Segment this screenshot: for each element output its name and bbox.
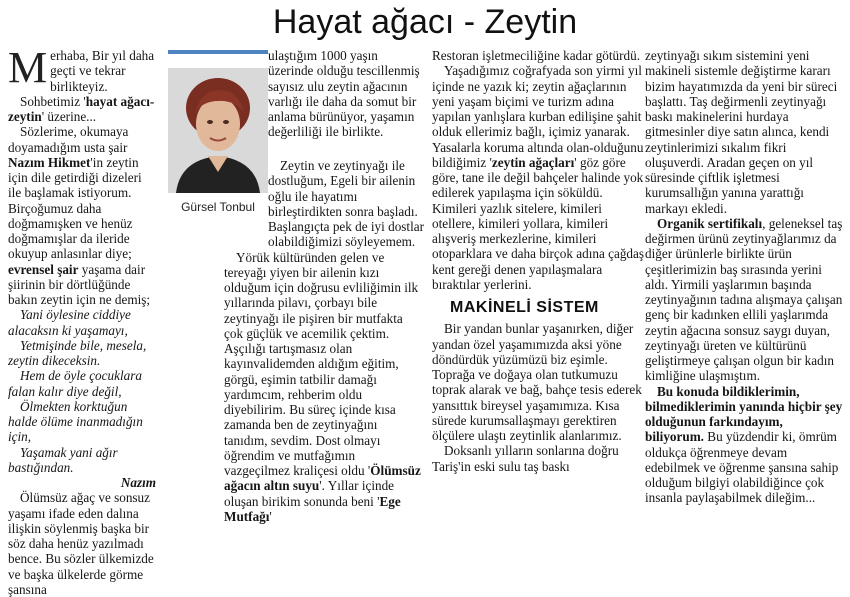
body-paragraph: [645, 216, 845, 384]
intro-paragraph: [8, 43, 158, 94]
bold-phrase: Ölümsüz ağacın altın suyu: [224, 463, 421, 494]
article-column-4: [645, 48, 845, 506]
bold-phrase: evrensel şair: [8, 261, 79, 277]
text-run: Bu yüzdendir ki, ömrüm oldukça öğrenmeye devam edebilmek ve öğrenme şansına sahip olduğum bilgiyi olabildiğince çok insanla paylaşabilmek dileğim...: [645, 429, 839, 506]
body-paragraph: Bir yandan bunlar yaşanırken, diğer yandan özel yaşamımızda aksi yöne döndürdük yüzümüzü biz eşimle. Toprağa ve doğaya olan tutkumuzu toprak alarak ve bağ, bahçe tesis ederek yansıttık bireysel yaşamımıza. Kısa sürede kurumsallaşmayı gerektiren ölçülere ulaştı zeytinlik alanlarımız.: [432, 321, 642, 443]
poet-name: Nazım Hikmet: [8, 154, 91, 170]
poet-paragraph: [8, 124, 158, 307]
body-paragraph: Restoran işletmeciliğine kadar götürdü.: [432, 48, 641, 63]
article-column-2-lower: [224, 158, 424, 524]
author-name: Gürsel Tonbul: [181, 200, 255, 214]
verse-line: Ölmekten korktuğun halde ölüme inanmadığın için,: [8, 398, 143, 445]
verse-line: Yani öylesine ciddiye alacaksın ki yaşamayı,: [8, 307, 131, 338]
text-run: ': [269, 508, 272, 524]
body-paragraph: Zeytin ve zeytinyağı ile dostluğum, Egeli bir ailenin oğlu ile hayatımı birleştirdikten sonra başladı. Başlangıçta pek de iyi dostlar olabildiğimizi söyleyemem.: [268, 158, 425, 250]
verse-line: Hem de öyle çocuklara falan kalır diye değil,: [8, 368, 142, 399]
body-paragraph: zeytinyağı sıkım sistemini yeni makineli sistemle değiştirme kararı bizim hayatımızda da yeni bir süreci başlattı. Taş değirmenli zeytinyağı baskı makinelerini hurdaya gitmesinler diye satın alınca, kendi zeytinlerimizi sıkalım fikri oluşuverdi. Aradan geçen on yıl süresinde çiftlik işletmesi kurumsallığın yanına yarattığı markayı ekledi.: [645, 48, 838, 216]
poem-signature: Nazım: [120, 475, 156, 490]
bold-phrase: zeytin ağaçları: [491, 154, 575, 170]
body-paragraph: Ölümsüz ağaç ve sonsuz yaşamı ifade eden dalına ilişkin söylenmiş başka bir söz daha henüz yazılmadı bence. Bu sözler ülkemizde ve başka ülkelerde görme şansına: [8, 490, 154, 597]
body-paragraph: Doksanlı yılların sonlarına doğru Tariş'in eski sulu taş baskı: [432, 443, 619, 474]
text-run: ' üzerine...: [41, 109, 97, 124]
topic-highlight: hayat ağacı- zeytin: [8, 93, 155, 124]
article-column-3: [432, 48, 644, 474]
text-run: ' göz göre göre, tane ile değil bahçeler halinde yok edilerek yapılaşma için söküldü. Kimileri yazlık sitelere, kimileri otellere, kimileri yollara, kimileri alışveriş merkezlerine, kimileri otoparklara ve daha birçok adına çağdaş kent gereği denen yapılaşmalara bıraktılar yerlerini.: [432, 154, 644, 292]
article-column-2: [224, 48, 424, 140]
text-run: yaşama dair şiirinin bir dörtlüğünde bakın zeytin için ne demiş;: [8, 261, 151, 307]
bold-phrase: Organik sertifikalı: [657, 215, 763, 231]
topic-paragraph: [8, 94, 158, 125]
text-run: '. Yıllar içinde oluşan birikim sonunda beni ': [224, 478, 395, 509]
drop-cap: M: [8, 43, 48, 92]
body-paragraph: [432, 63, 644, 292]
text-run: Sözlerime, okumaya doyamadığım usta şair: [8, 124, 129, 155]
body-paragraph: ulaştığım 1000 yaşın üzerinde olduğu tescillenmiş sayısız ulu zeytin ağacının varlığı ile daha da somut bir anlama bürünüyor, yaşamın değerliliği ile birlikte.: [268, 48, 420, 140]
text-run: Yörük kültüründen gelen ve tereyağı yiyen bir ailenin kızı olduğum için doğrusu evliliğimin ilk yıllarında pilavı, çorbayı bile zeytinyağı ile pişiren bir mutfakta çok güçlük ve acemilik çektim. Aşçılığı tartışmasız olan kayınvalidemden aldığım eğitim, görgü, eşimin tatbilir damağı yardımcım, rehberim oldu diyebilirim. Bu süreç içinde kısa zamanda ben de zeytinyağını tanıdım, sevdim. Dost olmayı öğrendim ve mutfağımın vazgeçilmez kraliçesi oldu ': [224, 249, 419, 478]
section-subheading: MAKİNELİ SİSTEM: [450, 299, 599, 316]
text-run: , geleneksel taş değirmen ürünü zeytinyağlarımız da diğer ürünlerle birlikte ürün çeşitlerimizin baş sırasında yerini aldı. Yirmili yaşlarımın başında zeytinyağının tadına alışmaya çalışan genç bir kadınken ellili yaşlarımda zeytin ağacına sonsuz saygı duyan, zeytinyağı üreten ve kültürünü geliştirmeye çalışan olgun bir kadın kimliğine ulaşmıştım.: [645, 215, 843, 384]
bold-phrase: Bu konuda bildiklerimin, bilmediklerimin yanında hiçbir şey olduğunun farkındayım, biliyorum.: [645, 383, 843, 445]
bold-phrase: Ege Mutfağı: [224, 493, 401, 524]
body-paragraph: [224, 250, 424, 525]
text-run: Sohbetimiz ': [20, 93, 86, 109]
text-run: 'in zeytin için dile getirdiği dizeleri ile başlamak istiyorum. Birçoğumuz daha doğmamışken ve henüz doğmamışlar da ileride okuyup anlasınlar diye;: [8, 154, 142, 262]
article-title: Hayat ağacı - Zeytin: [272, 3, 578, 41]
text-run: Yaşadığımız coğrafyada son yirmi yıl içinde ne yazık ki; zeytin ağaçlarının yeni yaşam biçimi ve turizm adına yapılan yanlışlara kurban edilişine şahit olduk ellerimiz bağlı, içimiz yanarak. Yasalarla koruma altında olan-olduğunu bildiğimiz ': [432, 63, 644, 170]
body-paragraph: [645, 384, 845, 506]
verse-line: Yaşamak yani ağır bastığından.: [8, 444, 118, 475]
article-column-1: [8, 43, 158, 597]
verse-line: Yetmişinde bile, mesela, zeytin dikeceksin.: [8, 337, 147, 368]
intro-text: erhaba, Bir yıl daha geçti ve tekrar birlikteyiz.: [50, 48, 155, 94]
